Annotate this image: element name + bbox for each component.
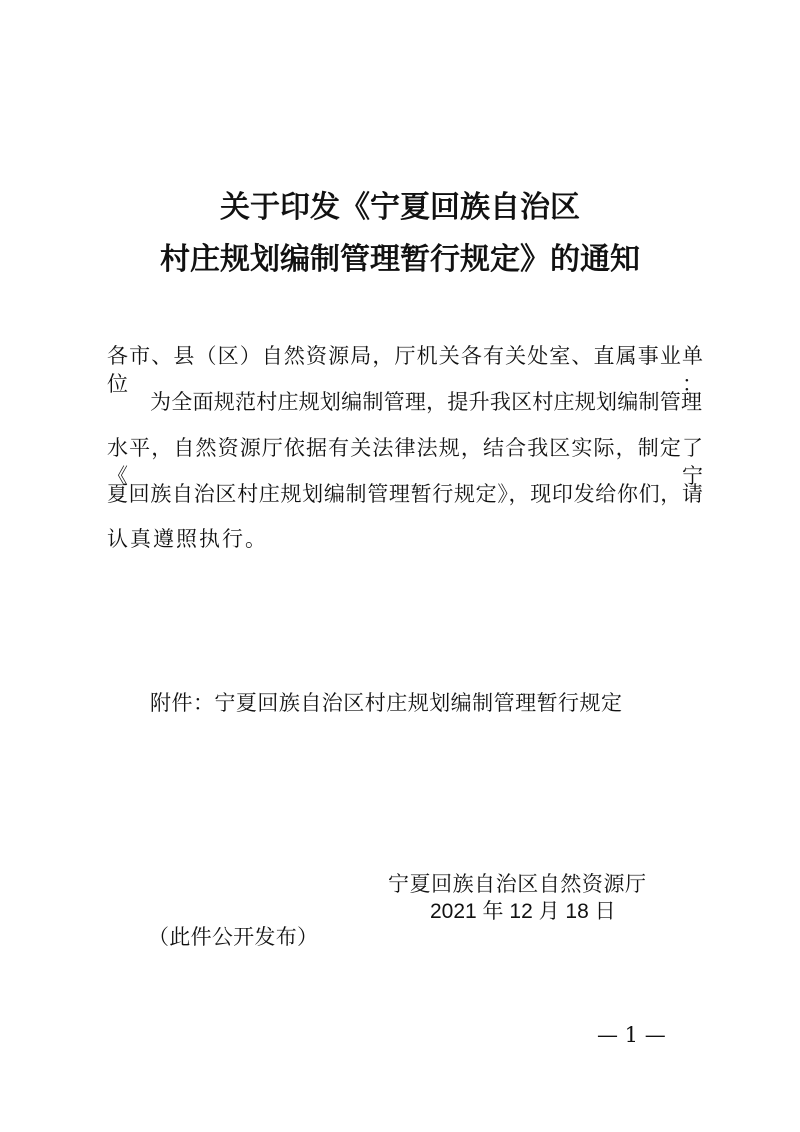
- body-line: 认真遵照执行。: [107, 527, 268, 551]
- attachment-note: 附件：宁夏回族自治区村庄规划编制管理暂行规定: [150, 691, 622, 715]
- publish-note: （此件公开发布）: [148, 925, 318, 949]
- body-line: 夏回族自治区村庄规划编制管理暂行规定》，现印发给你们，请: [107, 482, 703, 506]
- body-line: 水平，自然资源厅依据有关法律法规，结合我区实际，制定了《宁: [107, 436, 703, 488]
- issue-date: 2021 年 12 月 18 日: [430, 900, 616, 923]
- document-title-line-1: 关于印发《宁夏回族自治区: [220, 190, 580, 225]
- document-title-line-2: 村庄规划编制管理暂行规定》的通知: [160, 242, 640, 277]
- body-line: 为全面规范村庄规划编制管理，提升我区村庄规划编制管理: [150, 390, 702, 414]
- page-number: — 1 —: [597, 1023, 666, 1047]
- salutation: 各市、县（区）自然资源局，厅机关各有关处室、直属事业单位：: [107, 344, 703, 396]
- issuer-name: 宁夏回族自治区自然资源厅: [388, 872, 646, 896]
